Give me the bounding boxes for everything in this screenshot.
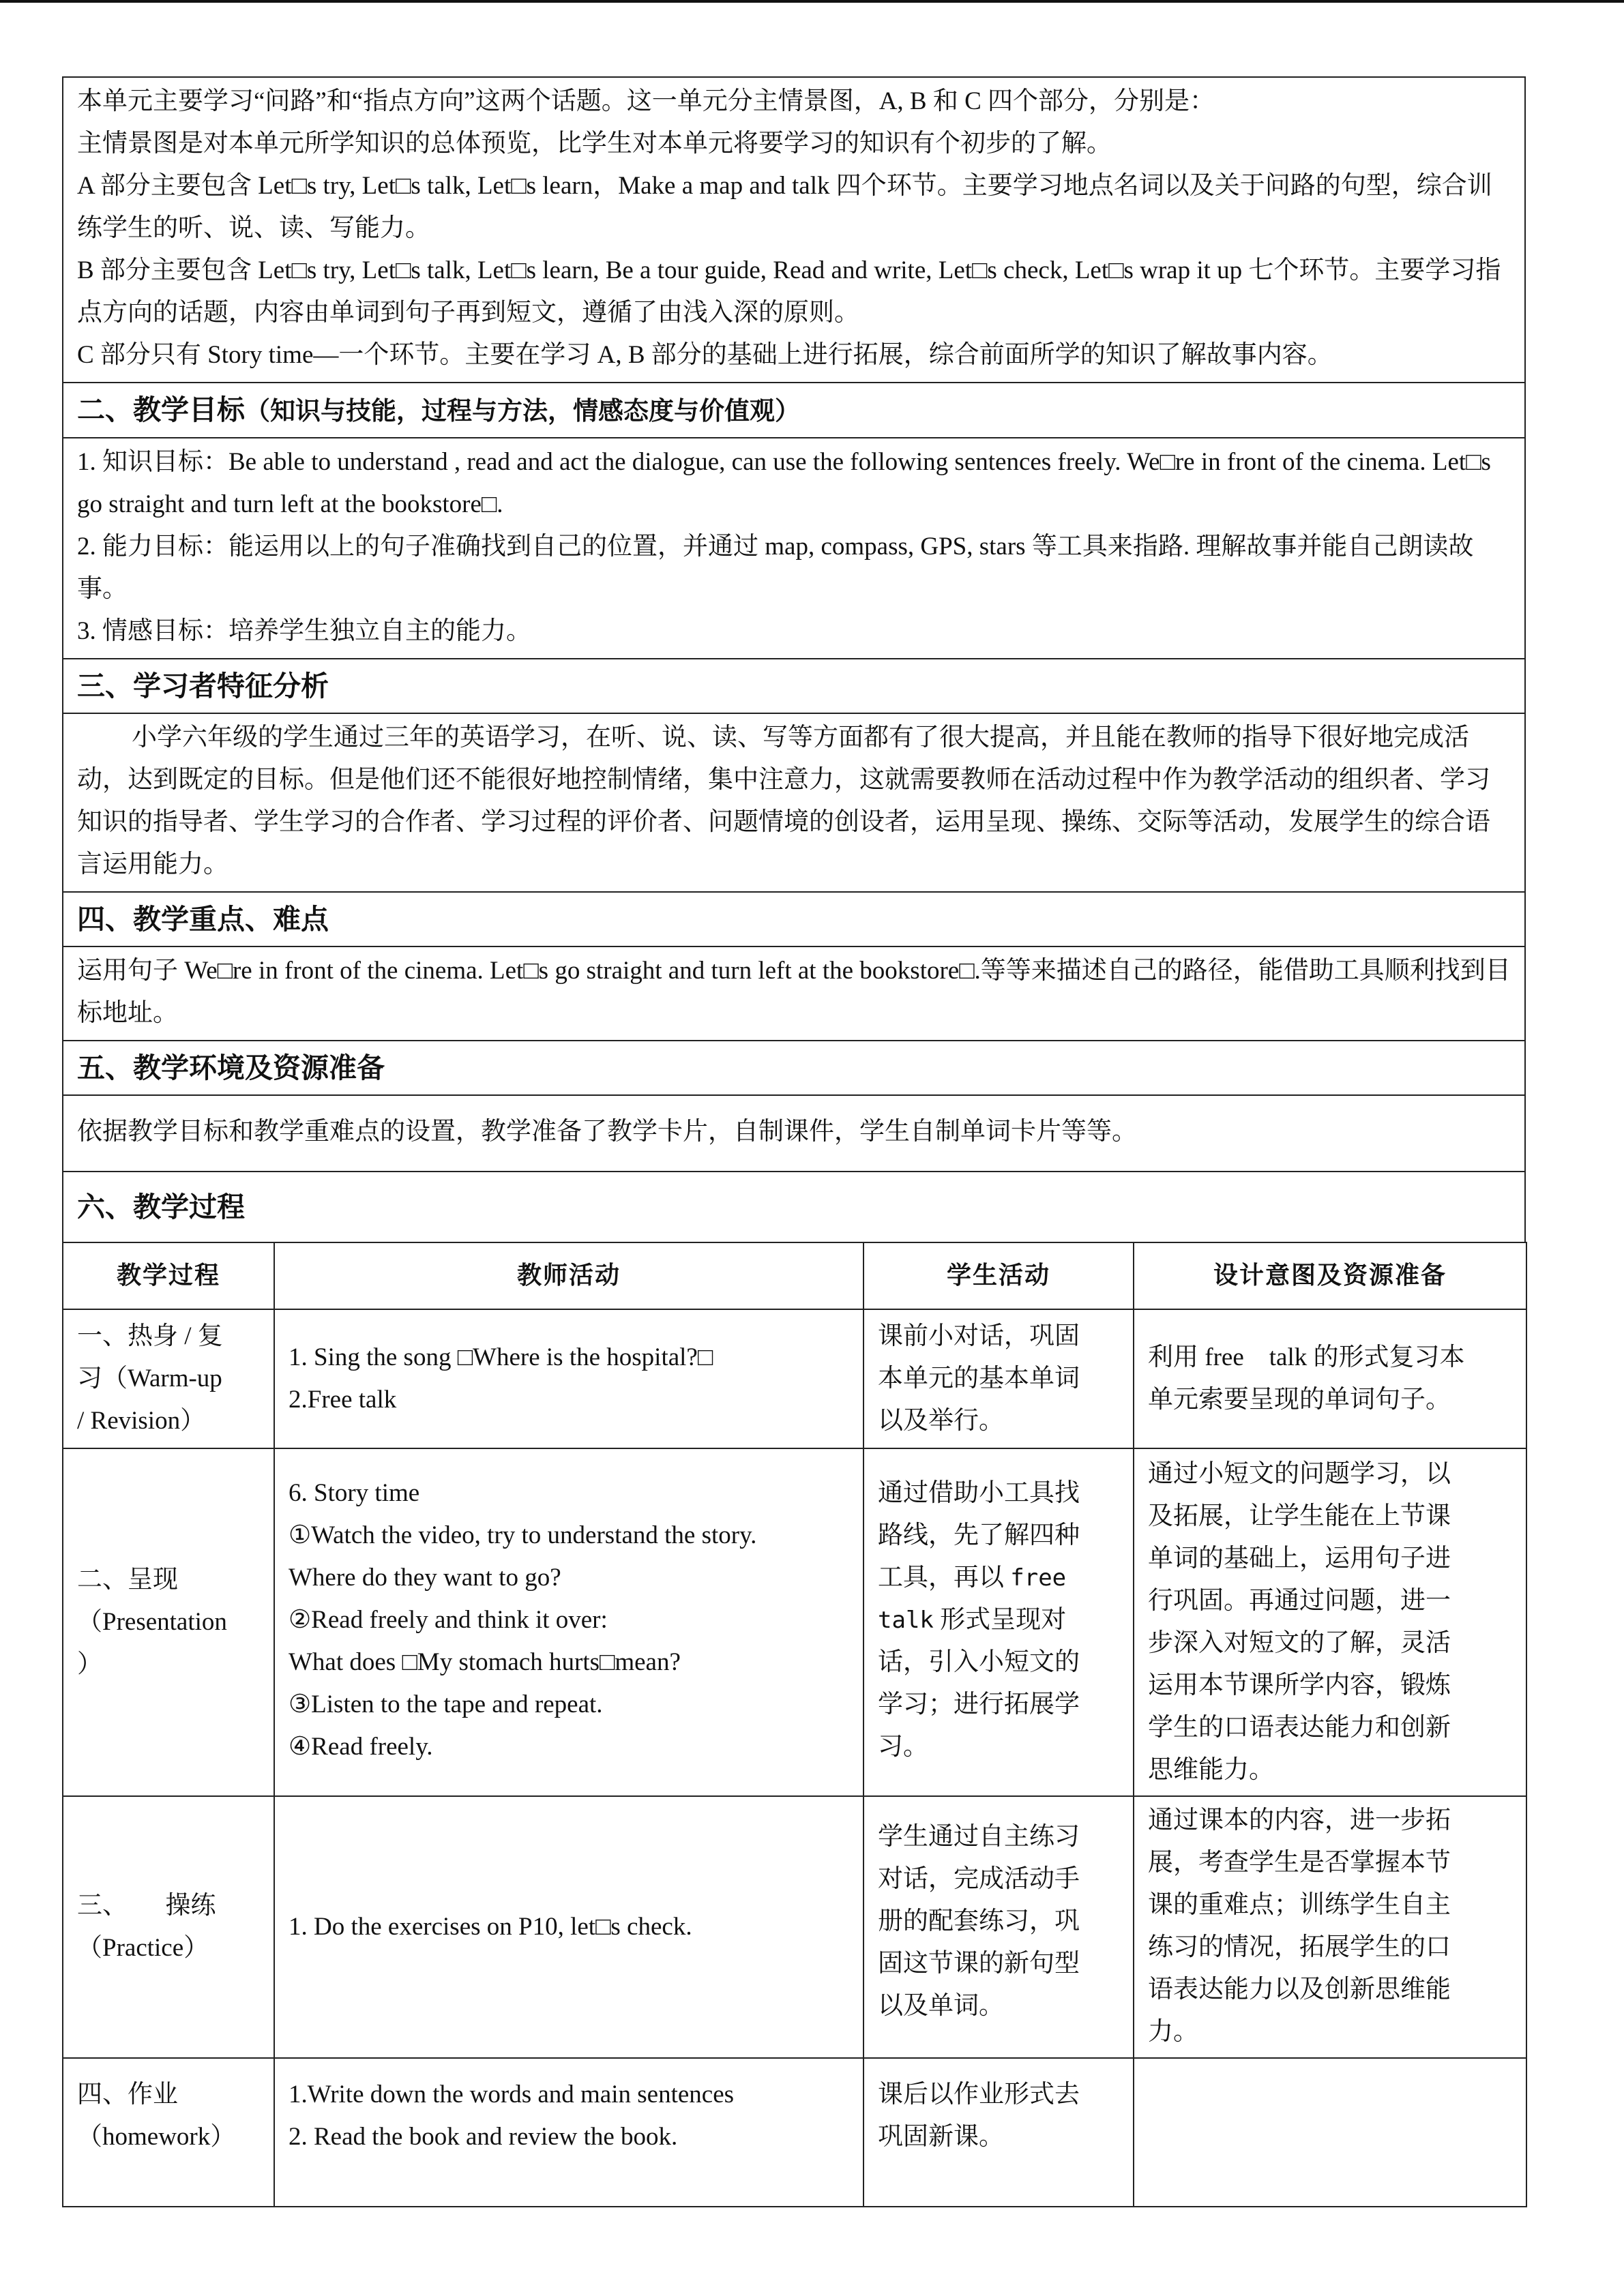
section-title: 二、教学目标 <box>77 393 245 426</box>
process-header-row <box>63 1242 1526 1309</box>
intro-line: 本单元主要学习“问路”和“指点方向”这两个话题。这一单元分主情景图，A, B 和 C 四个部分，分别是： <box>77 87 1215 115</box>
design-line: 思维能力。 <box>1148 1756 1274 1784</box>
student-text: 工具，再以 <box>878 1564 1011 1592</box>
teacher-activity-cell <box>274 1796 863 2058</box>
stage-cell <box>63 1309 274 1448</box>
stage-line: （Presentation <box>77 1608 227 1636</box>
keypoints-cell <box>63 946 1525 1041</box>
design-line: 运用本节课所学内容，锻炼 <box>1148 1671 1451 1699</box>
teacher-line: Where do they want to go? <box>289 1564 561 1592</box>
student-code-text: talk <box>878 1607 934 1634</box>
section-keypoints-header-row <box>63 892 1525 946</box>
intro-line: A 部分主要包含 Let□s try, Let□s talk, Let□s learn，Make a map and talk 四个环节。主要学习地点名词以及关于问路的句型，综合训练学生的听、说、读、写能力。 <box>77 172 1492 242</box>
student-line: 学习；进行拓展学 <box>878 1690 1080 1718</box>
stage-line: （Practice） <box>77 1934 209 1962</box>
teacher-line: 1.Write down the words and main sentences <box>289 2081 735 2108</box>
section-objectives-header-row <box>63 383 1525 438</box>
student-activity-cell <box>863 1448 1134 1796</box>
stage-line: ） <box>77 1650 102 1678</box>
student-line <box>878 1599 1119 1641</box>
stage-line: 二、呈现 <box>77 1566 178 1594</box>
design-line: 利用 free talk 的形式复习本 <box>1148 1343 1465 1371</box>
section-heading-keypoints: 四、教学重点、难点 <box>63 892 1525 946</box>
teacher-activity-cell <box>274 1448 863 1796</box>
stage-line: 三、 操练 <box>77 1892 216 1920</box>
design-line: 课的重难点；训练学生自主 <box>1148 1891 1451 1919</box>
stage-cell <box>63 1448 274 1796</box>
student-line: 以及单词。 <box>878 1992 1004 2020</box>
resources-text: 依据教学目标和教学重难点的设置，教学准备了教学卡片，自制课件，学生自制单词卡片等等。 <box>77 1118 1137 1146</box>
design-line: 学生的口语表达能力和创新 <box>1148 1714 1451 1742</box>
section-keypoints-body-row <box>63 946 1525 1041</box>
design-intent-cell <box>1134 1448 1526 1796</box>
keypoints-text: 运用句子 We□re in front of the cinema. Let□s go straight and turn left at the bookstore□.等等来描述自己的路径，能借助工具顺利找到目标地址。 <box>77 957 1511 1027</box>
section-heading-learners: 三、学习者特征分析 <box>63 659 1525 713</box>
section-process-header-row <box>63 1172 1525 1242</box>
student-line: 固这节课的新句型 <box>878 1950 1080 1978</box>
section-learners-body-row <box>63 713 1525 892</box>
teaching-process-table <box>62 1242 1527 2207</box>
design-line: 展，考查学生是否掌握本节 <box>1148 1849 1451 1877</box>
objective-item: 2. 能力目标：能运用以上的句子准确找到自己的位置，并通过 map, compass, GPS, stars 等工具来指路. 理解故事并能自己朗读故事。 <box>77 533 1474 603</box>
design-line: 练习的情况，拓展学生的口 <box>1148 1933 1451 1961</box>
column-header-student-activity: 学生活动 <box>863 1242 1134 1309</box>
teacher-line: 2. Read the book and review the book. <box>289 2123 678 2151</box>
stage-line: / Revision） <box>77 1407 206 1435</box>
section-heading-objectives <box>63 383 1525 438</box>
student-line: 通过借助小工具找 <box>878 1479 1080 1507</box>
design-line: 通过小短文的问题学习，以 <box>1148 1460 1451 1488</box>
student-line: 话，引入小短文的 <box>878 1648 1080 1676</box>
column-header-design-intent: 设计意图及资源准备 <box>1134 1242 1526 1309</box>
intro-row <box>63 77 1525 383</box>
teacher-line: 1. Do the exercises on P10, let□s check. <box>289 1913 692 1941</box>
student-line: 本单元的基本单词 <box>878 1365 1080 1392</box>
teacher-activity-cell <box>274 1309 863 1448</box>
stage-line: （homework） <box>77 2123 236 2151</box>
design-line: 步深入对短文的了解，灵活 <box>1148 1629 1451 1657</box>
teacher-line: What does □My stomach hurts□mean? <box>289 1648 681 1676</box>
design-line: 及拓展，让学生能在上节课 <box>1148 1502 1451 1530</box>
page-top-border <box>0 0 1624 3</box>
design-line: 单词的基础上，运用句子进 <box>1148 1545 1451 1572</box>
section-heading-process: 六、教学过程 <box>63 1172 1525 1242</box>
student-line: 课前小对话，巩固 <box>878 1322 1080 1350</box>
design-line: 语表达能力以及创新思维能 <box>1148 1976 1451 2003</box>
design-intent-cell <box>1134 1796 1526 2058</box>
section-heading-resources: 五、教学环境及资源准备 <box>63 1041 1525 1095</box>
student-line: 对话，完成活动手 <box>878 1865 1080 1893</box>
student-line: 册的配套练习，巩 <box>878 1907 1080 1935</box>
stage-line: 一、热身 / 复 <box>77 1322 223 1350</box>
student-line: 课后以作业形式去 <box>878 2081 1080 2108</box>
student-line: 学生通过自主练习 <box>878 1823 1080 1851</box>
learners-text: 小学六年级的学生通过三年的英语学习，在听、说、读、写等方面都有了很大提高，并且能在教师的指导下很好地完成活动，达到既定的目标。但是他们还不能很好地控制情绪，集中注意力，这就需要教师在活动过程中作为教学活动的组织者、学习知识的指导者、学生学习的合作者、学习过程的评价者、问题情境的创设者，运用呈现、操练、交际等活动，发展学生的综合语言运用能力。 <box>77 724 1490 878</box>
column-header-teacher-activity: 教师活动 <box>274 1242 863 1309</box>
design-intent-cell <box>1134 1309 1526 1448</box>
intro-line: C 部分只有 Story time—一个环节。主要在学习 A, B 部分的基础上进行拓展，综合前面所学的知识了解故事内容。 <box>77 341 1333 369</box>
design-line: 行巩固。再通过问题，进一 <box>1148 1587 1451 1615</box>
student-text: 形式呈现对 <box>933 1606 1067 1634</box>
table-row <box>63 1796 1526 2058</box>
teacher-line: ③Listen to the tape and repeat. <box>289 1690 603 1718</box>
stage-line: 习（Warm-up <box>77 1365 222 1392</box>
teacher-line: 2.Free talk <box>289 1386 397 1414</box>
stage-cell <box>63 1796 274 2058</box>
student-line <box>878 1557 1119 1599</box>
section-objectives-body-row <box>63 438 1525 659</box>
stage-cell <box>63 2058 274 2207</box>
column-header-stage: 教学过程 <box>63 1242 274 1309</box>
student-activity-cell <box>863 2058 1134 2207</box>
table-row <box>63 1309 1526 1448</box>
learners-cell <box>63 713 1525 892</box>
objective-item: 3. 情感目标：培养学生独立自主的能力。 <box>77 617 531 645</box>
student-line: 巩固新课。 <box>878 2123 1004 2151</box>
section-resources-header-row <box>63 1041 1525 1095</box>
teacher-line: 6. Story time <box>289 1479 420 1507</box>
section-subtitle: （知识与技能，过程与方法，情感态度与价值观） <box>245 396 800 426</box>
teacher-line: ④Read freely. <box>289 1733 433 1761</box>
section-resources-body-row <box>63 1095 1525 1172</box>
design-line: 通过课本的内容，进一步拓 <box>1148 1806 1451 1834</box>
student-code-text: free <box>1010 1564 1067 1592</box>
teacher-activity-cell <box>274 2058 863 2207</box>
student-line: 路线，先了解四种 <box>878 1521 1080 1549</box>
objectives-cell <box>63 438 1525 659</box>
design-line: 单元索要呈现的单词句子。 <box>1148 1386 1451 1414</box>
resources-cell <box>63 1095 1525 1172</box>
teacher-line: ①Watch the video, try to understand the story. <box>289 1521 757 1549</box>
section-learners-header-row <box>63 659 1525 713</box>
objective-item: 1. 知识目标：Be able to understand , read and act the dialogue, can use the following sentences freely. We□re in front of the cinema. Let□s go straight and turn left at the bookstore□. <box>77 448 1491 518</box>
teacher-line: ②Read freely and think it over: <box>289 1606 608 1634</box>
student-line: 习。 <box>878 1733 928 1761</box>
student-activity-cell <box>863 1309 1134 1448</box>
intro-line: B 部分主要包含 Let□s try, Let□s talk, Let□s learn, Be a tour guide, Read and write, Let□s check, Let□s wrap it up 七个环节。主要学习指点方向的话题，内容由单词到句子再到短文，遵循了由浅入深的原则。 <box>77 256 1501 327</box>
student-activity-cell <box>863 1796 1134 2058</box>
intro-line: 主情景图是对本单元所学知识的总体预览，比学生对本单元将要学习的知识有个初步的了解。 <box>77 130 1112 158</box>
stage-line: 四、作业 <box>77 2081 178 2108</box>
teacher-line: 1. Sing the song □Where is the hospital?□ <box>289 1343 713 1371</box>
lesson-plan-document <box>62 76 1526 2207</box>
design-line: 力。 <box>1148 2018 1198 2046</box>
table-row <box>63 2058 1526 2207</box>
design-intent-cell <box>1134 2058 1526 2207</box>
table-row <box>63 1448 1526 1796</box>
lesson-plan-table <box>62 76 1526 1243</box>
unit-intro-cell <box>63 77 1525 383</box>
student-line: 以及举行。 <box>878 1407 1004 1435</box>
